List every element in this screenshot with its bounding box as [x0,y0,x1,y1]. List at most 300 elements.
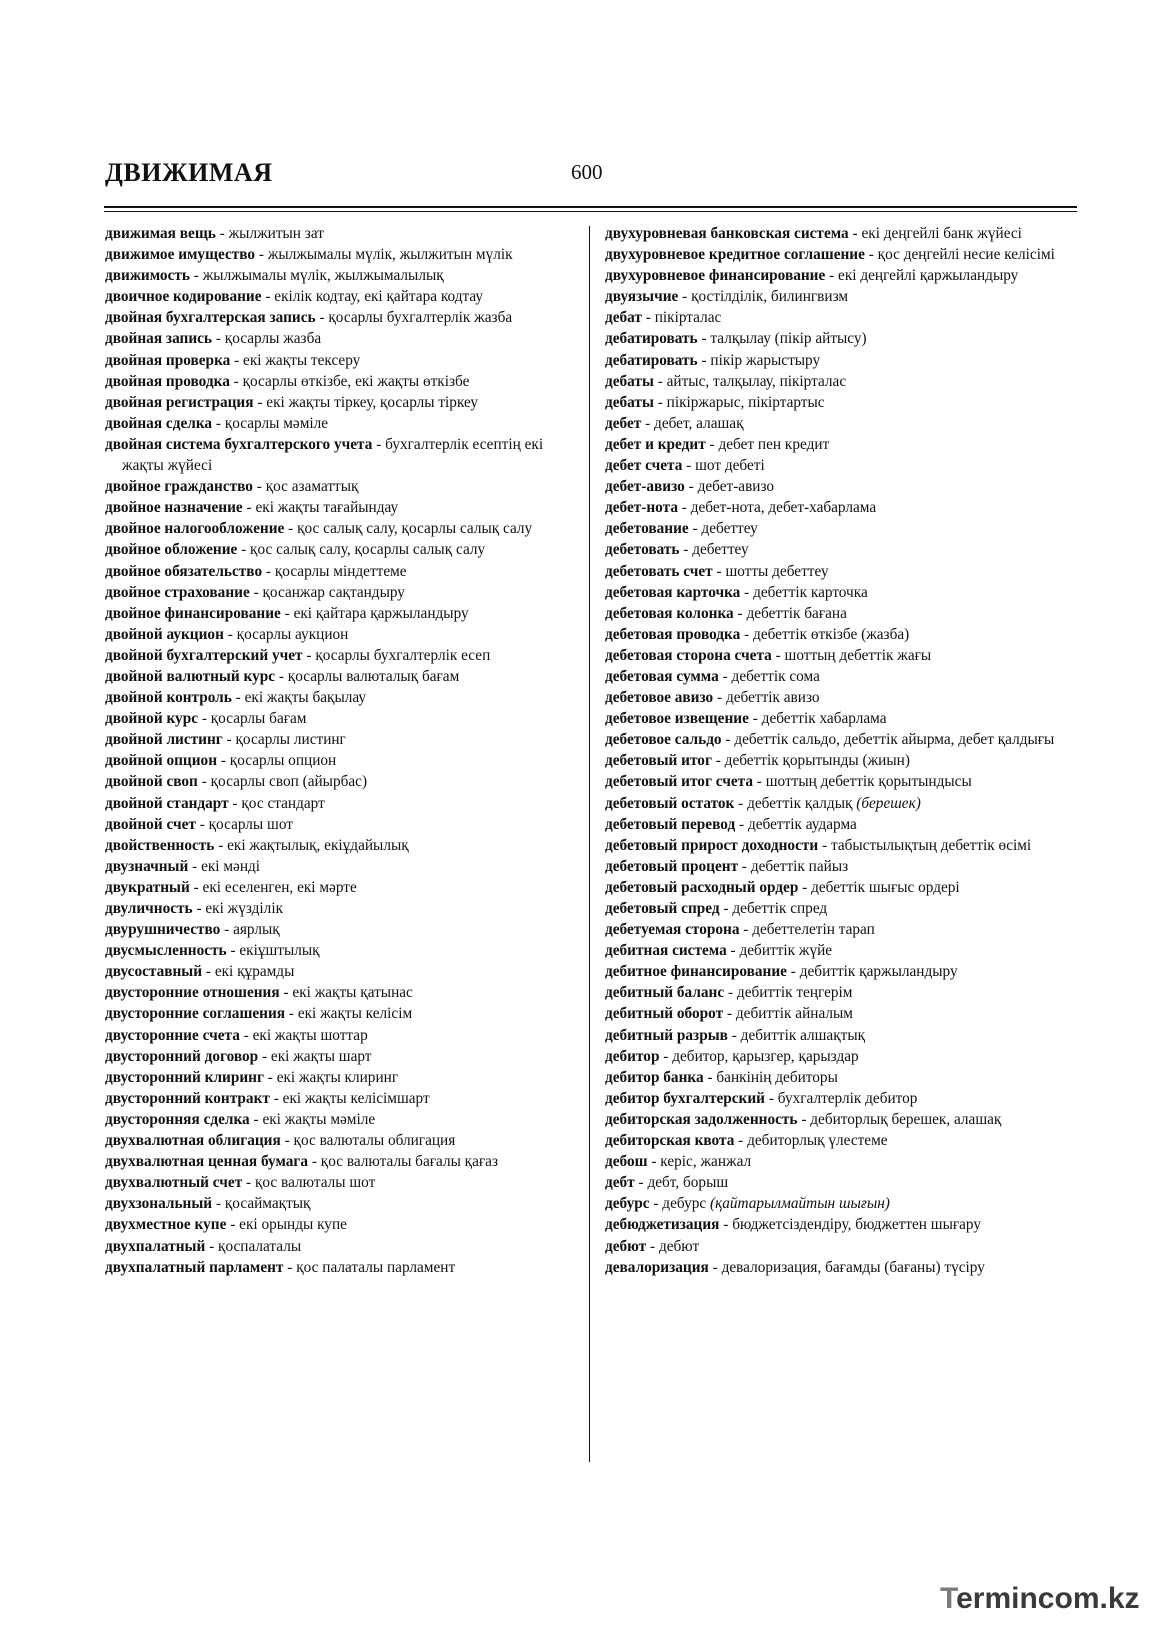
entry-separator: - [308,1153,321,1171]
entry-term: дебатировать [605,351,698,369]
entry-separator: - [682,457,696,475]
entry-definition: екі еселенген, екі мәрте [202,878,357,896]
entry-definition: қос салық салу, қосарлы салық салу [250,541,486,559]
entry-definition: дебеттік карточка [753,583,868,601]
entry-separator: - [684,478,698,496]
entry-term: дебетовый перевод [605,815,736,833]
entry-separator: - [188,857,202,875]
dictionary-entry [105,793,573,814]
entry-term: двусоставный [105,963,203,981]
dictionary-entry [605,898,1077,919]
entry-separator: - [649,1195,663,1213]
entry-term: дебет и кредит [605,435,706,453]
entry-separator: - [302,646,316,664]
entry-term: дебетовать счет [605,562,713,580]
dictionary-entry [105,1046,573,1067]
dictionary-entry [605,1172,1077,1193]
entry-term: дебитор банка [605,1068,704,1086]
entry-definition: екі жақты шоттар [252,1026,368,1044]
entry-separator: - [719,1216,733,1234]
dictionary-entry [605,1214,1077,1235]
entry-separator: - [740,625,754,643]
entry-term: двухместное купе [105,1216,227,1234]
entry-definition: дебеттеу [692,541,749,559]
entry-term: двукратный [105,878,190,896]
entry-term: двусторонняя сделка [105,1110,250,1128]
dictionary-entry [605,708,1077,729]
entry-definition: екілік кодтау, екі қайтара кодтау [274,288,484,306]
entry-definition: шот дебеті [695,457,765,475]
entry-separator: - [197,773,211,791]
header-rule [104,206,1077,208]
entry-separator: - [253,393,267,411]
entry-term: двузначный [105,857,189,875]
entry-separator: - [280,604,294,622]
entry-definition: екі жақты тексеру [243,351,361,369]
dictionary-entry [605,1046,1077,1067]
entry-separator: - [708,1258,722,1276]
entry-separator: - [215,225,229,242]
entry-term: двухпалатный [105,1237,206,1255]
entry-separator: - [653,393,667,411]
entry-separator: - [212,1195,225,1213]
entry-separator: - [231,689,245,707]
entry-separator: - [771,646,785,664]
entry-term: дебиторская задолженность [605,1110,798,1128]
entry-term: дебет-нота [605,499,678,517]
dictionary-entry [105,1151,573,1172]
dictionary-entry [605,982,1077,1003]
entry-term: двойной своп [105,773,198,791]
dictionary-entry [605,561,1077,582]
entry-separator: - [818,836,831,854]
entry-separator: - [205,1237,219,1255]
entry-term: двойное обложение [105,541,238,559]
entry-definition: дебеттік хабарлама [761,710,887,728]
entry-separator: - [252,478,266,496]
entry-term: дебют [605,1237,647,1255]
dictionary-entry [105,919,573,940]
entry-term: дебат [605,309,642,327]
right-column [605,223,1077,1278]
dictionary-entry [605,856,1077,877]
entry-separator: - [195,815,209,833]
dictionary-entry [105,476,573,497]
entry-definition: қосарлы валюталық бағам [287,667,460,685]
dictionary-entry [105,877,573,898]
entry-term: движимая вещь [105,225,216,242]
dictionary-entry [105,223,573,244]
dictionary-entry [605,392,1077,413]
dictionary-entry [605,286,1077,307]
entry-separator: - [797,1110,811,1128]
entry-term: дебетовый остаток [605,794,735,812]
dictionary-entry [605,582,1077,603]
entry-term: двухпалатный парламент [105,1258,284,1276]
entry-term: двусторонний клиринг [105,1068,264,1086]
entry-separator: - [239,1026,253,1044]
entry-definition: қосарлы жазба [224,330,322,348]
entry-definition: қосарлы міндеттеме [274,562,407,580]
entry-separator: - [705,435,719,453]
entry-definition: екі жақтылық, екіұдайылық [227,836,409,854]
entry-separator: - [727,1026,741,1044]
entry-separator: - [721,731,735,749]
entry-definition: дебеттік спред [732,900,828,917]
entry-definition: қос палаталы парламент [296,1258,456,1276]
entry-separator: - [214,836,228,854]
entry-definition: дебеттелетін тарап [752,921,875,939]
entry-term: двойная проводка [105,372,230,390]
dictionary-entry [105,413,573,434]
dictionary-entry [105,350,573,371]
entry-definition: қос валюталы облигация [293,1132,456,1150]
dictionary-entry [605,1003,1077,1024]
entry-term: двусторонние отношения [105,984,280,1002]
dictionary-entry [105,497,573,518]
entry-separator: - [285,1005,298,1023]
entry-separator: - [229,372,243,390]
dictionary-entry [105,940,573,961]
entry-term: двусторонний контракт [105,1089,270,1107]
entry-definition: талқылау (пікір айтысу) [710,330,867,348]
entry-definition: екі деңгейлі банк жүйесі [861,225,1022,242]
entry-term: дебурс [605,1195,650,1213]
entry-term: дебатировать [605,330,698,348]
entry-term: дебетовый процент [605,857,739,875]
dictionary-entry [605,729,1077,750]
entry-separator: - [703,1068,717,1086]
running-head: ДВИЖИМАЯ [105,158,273,187]
entry-term: двойное налогообложение [105,520,285,538]
entry-separator: - [237,541,251,559]
entry-definition: дебт, борыш [647,1174,729,1192]
entry-definition: қосаймақтық [224,1195,311,1213]
entry-separator: - [249,583,263,601]
entry-definition: қоспалаталы [218,1237,302,1255]
logo-mark: T [940,1582,957,1615]
entry-separator: - [735,815,748,833]
dictionary-entry [105,1109,573,1130]
dictionary-entry [605,1088,1077,1109]
entry-separator: - [740,583,754,601]
entry-separator: - [220,921,234,939]
entry-separator: - [263,1068,277,1086]
entry-term: двойное гражданство [105,478,253,496]
dictionary-entry [105,666,573,687]
entry-separator: - [864,246,878,264]
entry-definition: екі жүзділік [205,900,284,917]
dictionary-entry [105,1236,573,1257]
dictionary-entry [105,265,573,286]
entry-separator: - [226,1216,240,1234]
dictionary-entry [605,1130,1077,1151]
dictionary-entry [605,1151,1077,1172]
dictionary-entry [105,687,573,708]
entry-definition: екі құрамды [214,963,295,981]
entry-term: дебош [605,1153,648,1171]
entry-separator: - [678,288,692,306]
entry-separator: - [825,267,839,285]
entry-separator: - [738,857,751,875]
dictionary-entry [605,603,1077,624]
entry-definition: дебеттік шығыс ордері [811,878,960,896]
left-column [105,223,573,1278]
entry-definition: екіұштылық [239,942,320,960]
dictionary-entry [605,645,1077,666]
dictionary-entry [105,982,573,1003]
entry-definition: қосарлы өткізбе, екі жақты өткізбе [242,372,470,390]
dictionary-entry [105,434,573,476]
dictionary-entry [105,1067,573,1088]
entry-term: двойная бухгалтерская запись [105,309,316,327]
dictionary-entry [605,877,1077,898]
entry-term: двусторонние счета [105,1026,240,1044]
entry-definition: дебет-авизо [697,478,775,496]
entry-definition: дебет пен кредит [718,435,830,453]
entry-separator: - [212,330,225,348]
entry-definition: бухгалтерлік есептің екі жақты жүйесі [122,435,544,475]
dictionary-entry [105,307,573,328]
entry-definition: қос валюталы шот [254,1174,376,1192]
entry-separator: - [679,541,693,559]
entry-definition: дебеттік авизо [725,689,820,707]
entry-definition: керіс, жанжал [660,1153,752,1171]
entry-term: дебетовая колонка [605,604,734,622]
dictionary-entry [105,624,573,645]
entry-definition: қосарлы бухгалтерлік жазба [328,309,513,327]
dictionary-entry [105,561,573,582]
entry-term: двусмысленность [105,942,227,960]
dictionary-entry [605,624,1077,645]
entry-definition: дебеттік өткізбе (жазба) [753,625,910,643]
dictionary-entry [605,1236,1077,1257]
entry-definition: қосарлы шот [208,815,293,833]
dictionary-entry [605,265,1077,286]
entry-definition: дебиттік алшақтық [740,1026,866,1044]
entry-term: дебетование [605,520,689,538]
entry-term: дебиторская квота [605,1132,735,1150]
entry-definition: шотты дебеттеу [725,562,829,580]
entry-definition: екі жақты шарт [270,1047,372,1065]
entry-definition: девалоризация, бағамды (бағаны) түсіру [721,1258,985,1276]
entry-term: двухзональный [105,1195,213,1213]
entry-term: двойной стандарт [105,794,229,812]
entry-term: дебитный оборот [605,1005,724,1023]
entry-term: двухуровневое финансирование [605,267,826,285]
dictionary-entry [105,392,573,413]
dictionary-entry [605,793,1077,814]
dictionary-entry [605,413,1077,434]
entry-definition: бюджетсіздендіру, бюджеттен шығару [732,1216,982,1234]
dictionary-entry [105,1193,573,1214]
entry-term: девалоризация [605,1258,709,1276]
dictionary-entry [105,898,573,919]
entry-term: двухвалютная облигация [105,1132,281,1150]
entry-term: движимое имущество [105,246,256,264]
dictionary-entry [605,1109,1077,1130]
entry-separator: - [258,1047,271,1065]
entry-separator: - [786,963,800,981]
entry-term: двухвалютный счет [105,1174,243,1192]
dictionary-entry [105,244,573,265]
entry-definition: дебиттік қаржыландыру [799,963,958,981]
entry-term: двойной курс [105,710,198,728]
entry-term: двухвалютная ценная бумага [105,1153,309,1171]
entry-term: двойное финансирование [105,604,281,622]
entry-definition: қосарлы своп (айырбас) [210,773,368,791]
entry-separator: - [217,752,230,770]
entry-separator: - [641,414,655,432]
entry-separator: - [242,499,256,517]
entry-separator: - [697,330,711,348]
dictionary-entry [105,708,573,729]
dictionary-entry [605,1067,1077,1088]
dictionary-entry [605,919,1077,940]
entry-definition: қостілділік, билингвизм [691,288,849,306]
entry-term: двуязычие [605,288,679,306]
entry-definition: екі қайтара қаржыландыру [293,604,469,622]
entry-definition: пікір жарыстыру [710,351,821,369]
entry-separator: - [641,309,655,327]
entry-separator: - [697,351,711,369]
entry-definition: жылжитын зат [228,225,324,242]
entry-term: дебетовое авизо [605,689,714,707]
dictionary-entry [605,371,1077,392]
entry-definition: дебурс [662,1195,710,1213]
dictionary-entry [105,1257,573,1278]
entry-separator: - [739,921,753,939]
dictionary-entry [105,582,573,603]
dictionary-entry [105,645,573,666]
dictionary-entry [605,814,1077,835]
entry-separator: - [752,773,766,791]
entry-term: дебетовый расходный ордер [605,878,799,896]
dictionary-entry [605,350,1077,371]
entry-definition: дебеттік сома [731,667,820,685]
dictionary-entry [105,961,573,982]
entry-term: дебетовая карточка [605,583,741,601]
entry-separator: - [718,667,732,685]
entry-separator: - [765,1089,778,1107]
entry-term: двойная сделка [105,414,213,432]
entry-definition: екі жақты клиринг [276,1068,399,1086]
entry-separator: - [280,1132,294,1150]
entry-term: дебитор бухгалтерский [605,1089,765,1107]
entry-separator: - [189,878,203,896]
dictionary-entry [105,1130,573,1151]
dictionary-entry [105,856,573,877]
entry-definition: аярлық [233,921,280,939]
dictionary-entry [605,244,1077,265]
dictionary-entry [605,835,1077,856]
entry-term: дебаты [605,393,654,411]
entry-term: двурушничество [105,921,221,939]
entry-definition: дебеттік пайыз [750,857,849,875]
dictionary-entry [105,371,573,392]
entry-definition: дебитор, қарызгер, қарыздар [672,1047,859,1065]
entry-definition: екі жақты қатынас [292,984,413,1002]
entry-separator: - [279,984,293,1002]
entry-separator: - [653,372,667,390]
entry-term: дебетовый итог [605,752,712,770]
dictionary-entry [105,1088,573,1109]
entry-separator: - [202,963,215,981]
entry-separator: - [192,900,206,917]
entry-definition: дебет-нота, дебет-хабарлама [690,499,877,517]
entry-term: дебетовать [605,541,680,559]
dictionary-entry [105,835,573,856]
entry-separator: - [646,1237,659,1255]
entry-definition: екі деңгейлі қаржыландыру [838,267,1019,285]
entry-term: двойной счет [105,815,196,833]
entry-definition: жылжымалы мүлік, жылжымалылық [202,267,444,285]
entry-separator: - [726,942,740,960]
entry-separator: - [712,562,726,580]
entry-separator: - [275,667,288,685]
entry-term: двойной контроль [105,689,232,707]
dictionary-entry [105,518,573,539]
dictionary-entry [105,1025,573,1046]
entry-definition: дебиттік теңгерім [736,984,853,1002]
dictionary-entry [605,307,1077,328]
entry-term: двойной бухгалтерский учет [105,646,303,664]
entry-definition: қосарлы аукцион [236,625,349,643]
entry-definition: қосарлы листинг [235,731,346,749]
dictionary-entry [605,1025,1077,1046]
entry-term: движимость [105,267,190,285]
entry-separator: - [677,499,691,517]
entry-note: (берешек) [856,794,921,812]
entry-definition: екі жақты тағайындау [255,499,399,517]
dictionary-entry [605,539,1077,560]
entry-separator: - [659,1047,673,1065]
entry-term: дебюджетизация [605,1216,720,1234]
entry-definition: дебют [658,1237,700,1255]
entry-separator: - [647,1153,661,1171]
dictionary-entry [105,328,573,349]
entry-term: двойной опцион [105,752,218,770]
entry-definition: екі орынды купе [239,1216,347,1234]
entry-separator: - [719,900,733,917]
entry-term: дебитный разрыв [605,1026,728,1044]
dictionary-entry [605,940,1077,961]
entry-separator: - [734,794,748,812]
dictionary-entry [605,687,1077,708]
entry-definition: қос валюталы бағалы қағаз [320,1153,499,1171]
entry-definition: екі жақты келісім [297,1005,413,1023]
entry-term: двусторонние соглашения [105,1005,286,1023]
entry-separator: - [212,414,225,432]
entry-separator: - [261,288,275,306]
entry-term: двойная проверка [105,351,231,369]
dictionary-entry [105,1172,573,1193]
header-rule-thin [104,211,1077,212]
entry-definition: қосарлы бухгалтерлік есеп [315,646,491,664]
entry-definition: дебеттік қорытынды (жиын) [724,752,910,770]
entry-term: дебетовый прирост доходности [605,836,819,854]
dictionary-entry [105,1003,573,1024]
dictionary-entry [105,771,573,792]
entry-definition: шоттың дебеттік жағы [784,646,932,664]
entry-term: двойная запись [105,330,213,348]
dictionary-entry [605,497,1077,518]
column-divider [589,226,590,1462]
entry-definition: дебет, алашақ [654,414,744,432]
entry-term: двойной листинг [105,731,223,749]
entry-term: дебет-авизо [605,478,685,496]
entry-separator: - [189,267,203,285]
